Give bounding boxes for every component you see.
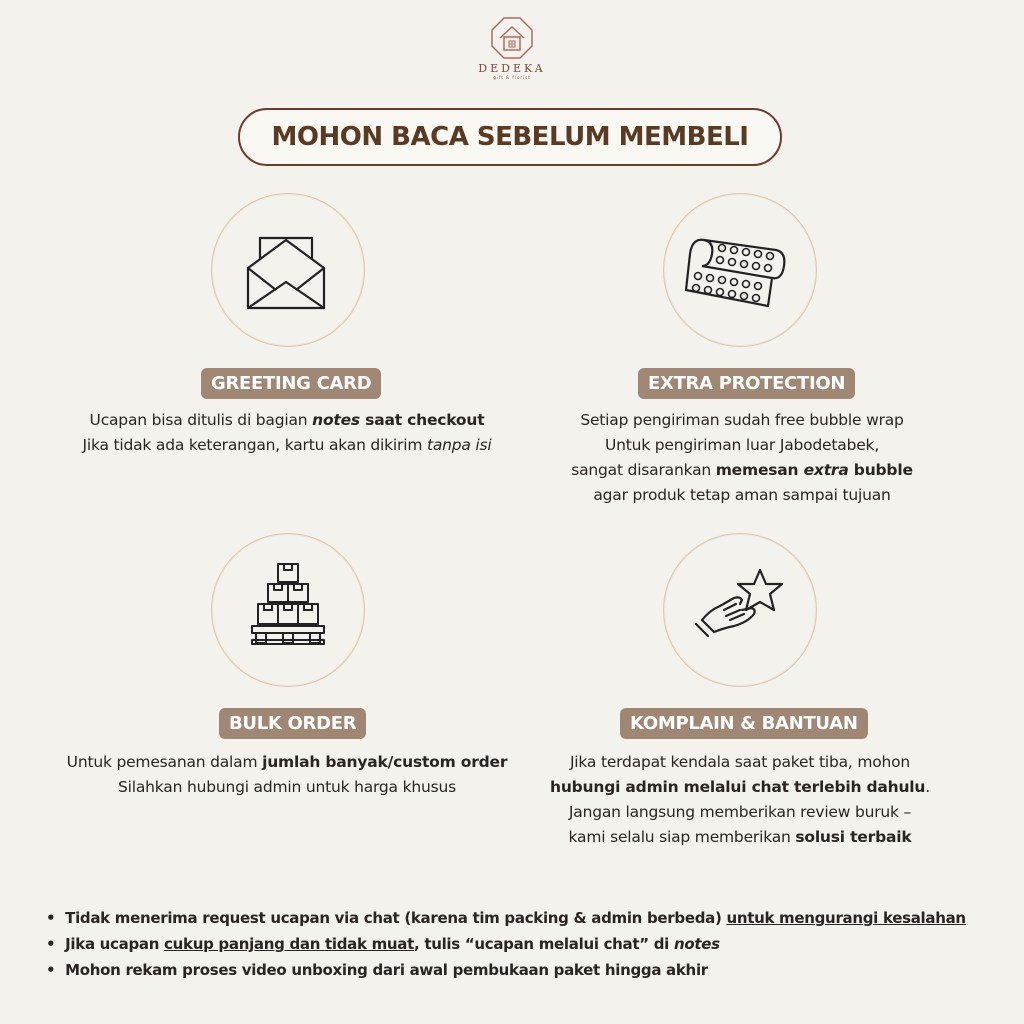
brand-tagline: gift & florist: [493, 75, 531, 80]
brand-logo: [462, 16, 562, 78]
list-item: • Tidak menerima request ucapan via chat (karena tim packing & admin berbeda) untuk mengurangi kesalahan: [46, 909, 966, 927]
greeting-card-description: Ucapan bisa ditulis di bagian notes saat checkout Jika tidak ada keterangan, kartu akan dikirim tanpa isi: [82, 411, 492, 454]
notes-list: [46, 905, 996, 983]
section-label-extra-protection: EXTRA PROTECTION: [638, 368, 855, 399]
section-label-bulk-order: BULK ORDER: [219, 708, 366, 739]
bubble-wrap-icon: [684, 236, 796, 310]
page-title: MOHON BACA SEBELUM MEMBELI: [271, 122, 749, 152]
extra-protection-description: Setiap pengiriman sudah free bubble wrap Untuk pengiriman luar Jabodetabek, sangat disarankan memesan extra bubble agar produk tetap aman sampai tujuan: [571, 411, 913, 504]
brand-name: DEDEKA: [478, 62, 546, 75]
section-label-greeting-card: GREETING CARD: [201, 368, 381, 399]
section-label-komplain-bantuan: KOMPLAIN & BANTUAN: [620, 708, 868, 739]
hand-star-icon: [694, 566, 790, 642]
house-logo-icon: [490, 16, 534, 60]
title-banner: [238, 108, 782, 166]
envelope-icon: [246, 236, 326, 310]
list-item: • Mohon rekam proses video unboxing dari awal pembukaan paket hingga akhir: [46, 961, 708, 979]
komplain-bantuan-description: Jika terdapat kendala saat paket tiba, mohon hubungi admin melalui chat terlebih dahulu. Jangan langsung memberikan review buruk – kami selalu siap memberikan solusi terbaik: [549, 753, 930, 846]
list-item: • Jika ucapan cukup panjang dan tidak muat, tulis “ucapan melalui chat” di notes: [46, 935, 720, 953]
bulk-order-description: Untuk pemesanan dalam jumlah banyak/custom order Silahkan hubungi admin untuk harga khusus: [66, 753, 508, 796]
stacked-boxes-icon: [248, 562, 328, 646]
